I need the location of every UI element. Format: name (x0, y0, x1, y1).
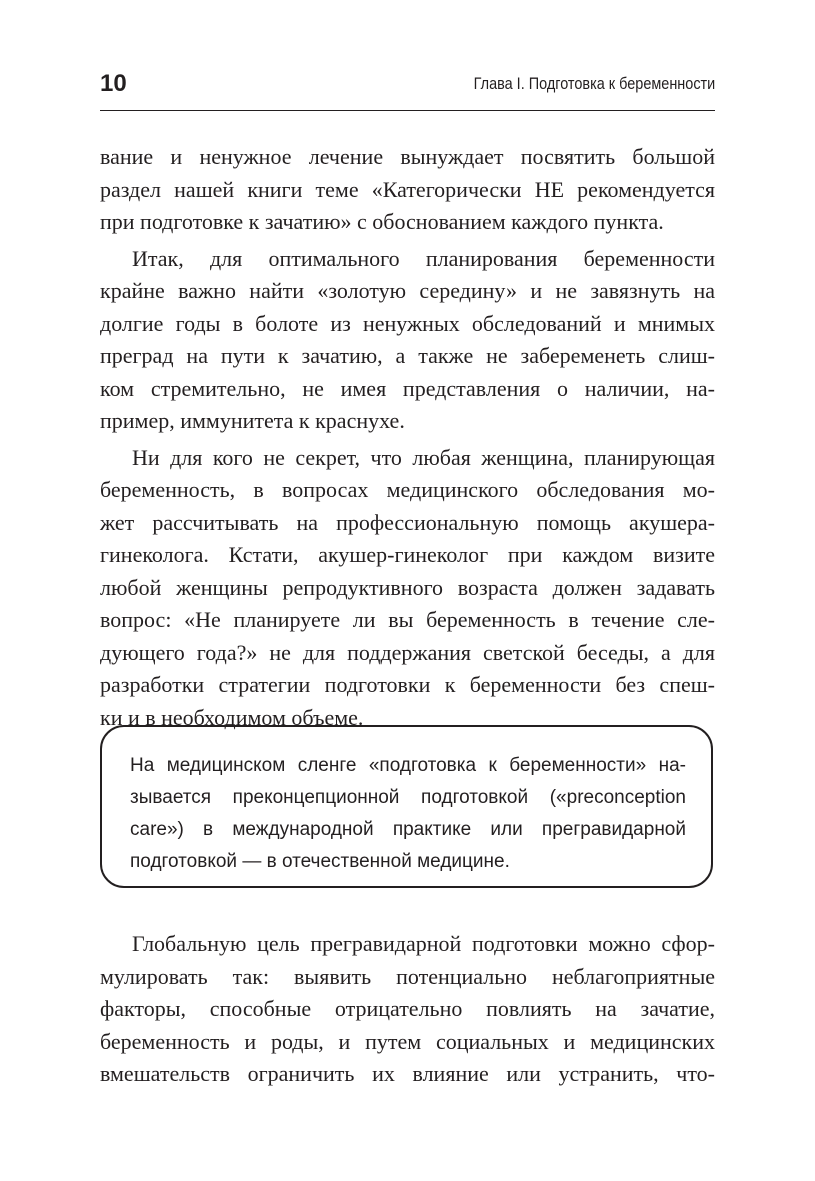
note-line: На медицинском сленге «подготовка к беременности» на- (130, 755, 686, 776)
text-line: пример, иммунитета к краснухе. (100, 408, 405, 433)
text-line: беременность и роды, и путем социальных и медицинских (100, 1028, 715, 1054)
text-line: долгие годы в болоте из ненужных обследований и мнимых (100, 310, 715, 336)
running-head: Глава I. Подготовка к беременности (473, 74, 715, 93)
paragraph (100, 442, 715, 735)
page-header (100, 66, 715, 102)
page-number: 10 (100, 70, 127, 97)
text-line: при подготовке к зачатию» с обоснованием каждого пункта. (100, 209, 664, 234)
text-line: факторы, способные отрицательно повлиять на зачатие, (100, 996, 715, 1021)
text-line: гинеколога. Кстати, акушер-гинеколог при каждом визите (100, 542, 715, 567)
note-line: care») в международной практике или прегравидарной (130, 819, 686, 840)
text-line: жет рассчитывать на профессиональную помощь акушера- (100, 509, 715, 535)
text-line: Ни для кого не секрет, что любая женщина, планирующая (132, 444, 715, 470)
text-line: ки и в необходимом объеме. (100, 704, 364, 730)
text-line: ком стремительно, не имея представления о наличии, на- (100, 375, 715, 401)
text-line: раздел нашей книги теме «Категорически НЕ рекомендуется (100, 176, 715, 202)
text-line: преград на пути к зачатию, а также не забеременеть слиш- (100, 343, 715, 368)
text-line: Итак, для оптимального планирования беременности (132, 245, 715, 271)
text-line: мулировать так: выявить потенциально неблагоприятные (100, 963, 715, 989)
text-line: вопрос: «Не планируете ли вы беременность в течение сле- (100, 607, 715, 632)
text-line: разработки стратегии подготовки к беременности без спеш- (100, 672, 715, 697)
text-line: беременность, в вопросах медицинского обследования мо- (100, 477, 715, 502)
header-divider (100, 110, 715, 111)
paragraph (100, 243, 715, 438)
text-line: Глобальную цель прегравидарной подготовки можно сфор- (132, 931, 715, 956)
body-text-top (100, 141, 715, 734)
text-line: дующего года?» не для поддержания светской беседы, а для (100, 639, 715, 665)
paragraph (100, 928, 715, 1091)
text-line: любой женщины репродуктивного возраста должен задавать (100, 574, 715, 600)
note-callout-text (130, 750, 686, 878)
text-line: крайне важно найти «золотую середину» и не завязнуть на (100, 278, 715, 303)
note-line: подготовкой — в отечественной медицине. (130, 851, 510, 872)
body-text-bottom (100, 928, 715, 1091)
note-line: зывается преконцепционной подготовкой («preconception (130, 787, 686, 808)
text-line: вмешательств ограничить их влияние или устранить, что- (100, 1061, 715, 1086)
text-line: вание и ненужное лечение вынуждает посвятить большой (100, 144, 715, 169)
paragraph (100, 141, 715, 239)
